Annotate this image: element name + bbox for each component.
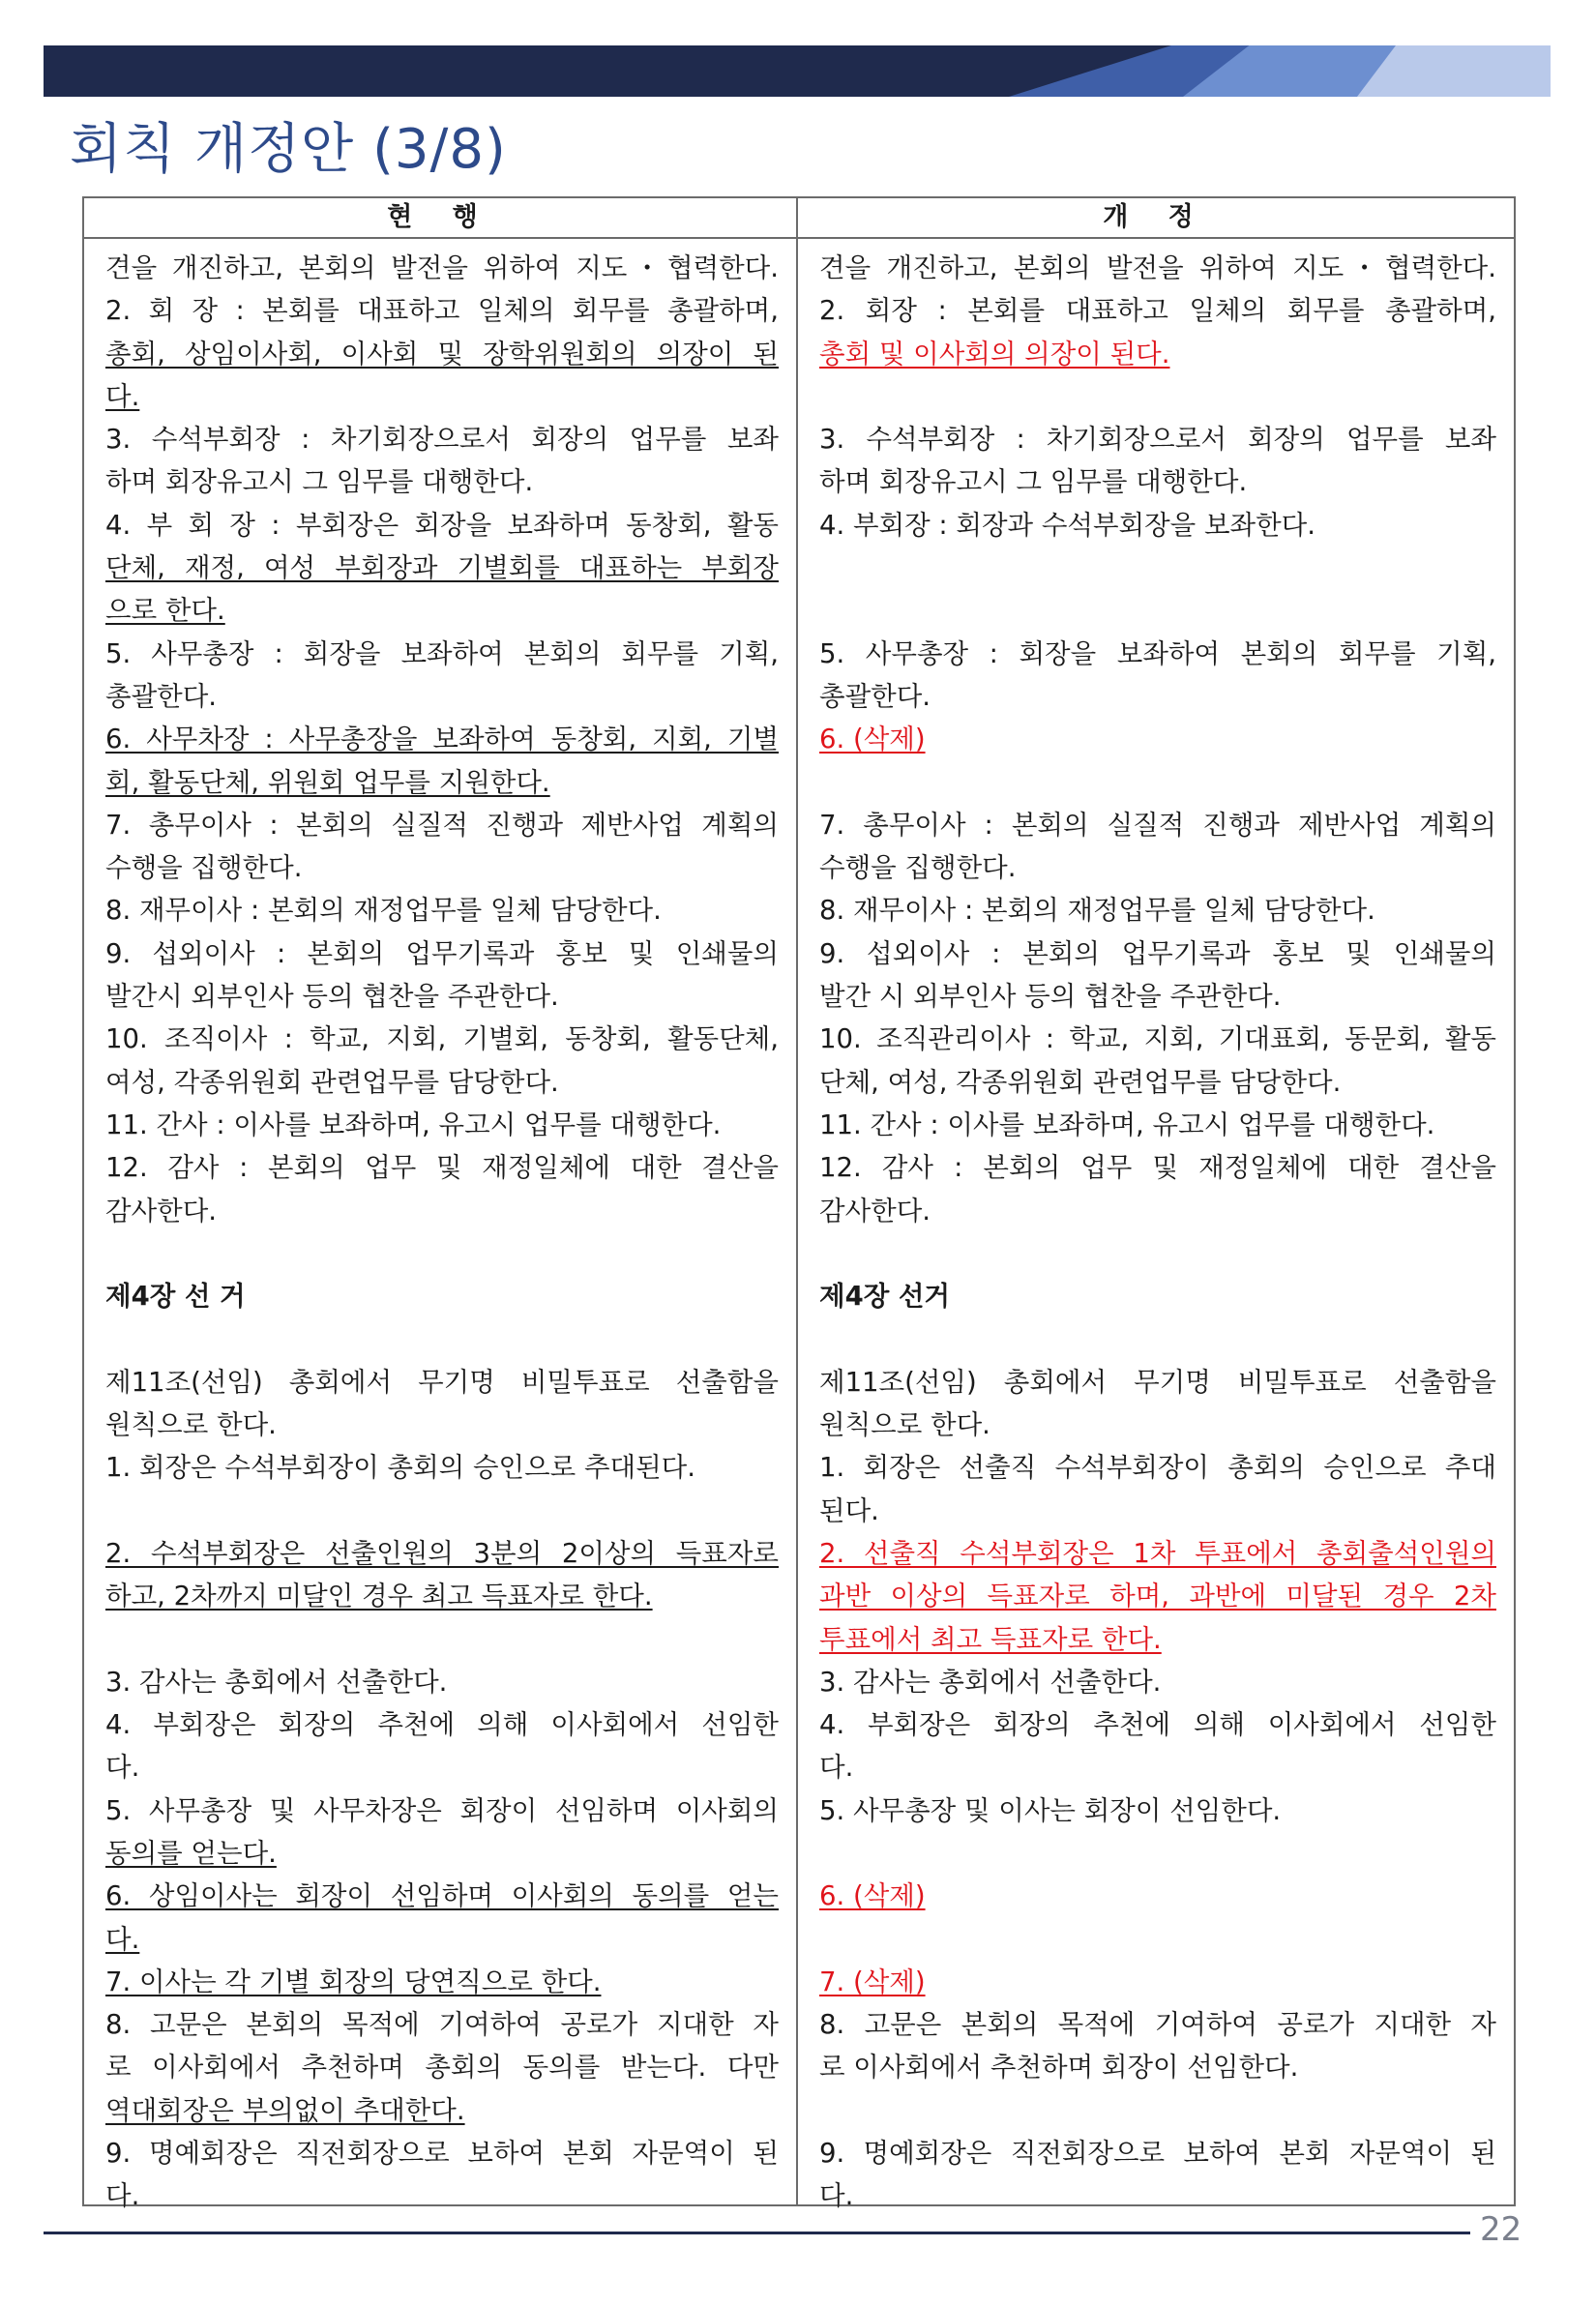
revised-text-line: 단체, 여성, 각종위원회 관련업무를 담당한다. <box>819 1066 1342 1098</box>
revised-text-line: 다. <box>819 1752 854 1784</box>
current-text-line: 3. 수석부회장 : 차기회장으로서 회장의 업무를 보좌 <box>105 424 779 456</box>
current-text-line: 4. 부회장은 회장의 추천에 의해 이사회에서 선임한 <box>105 1709 779 1741</box>
current-text-line <box>105 1232 779 1275</box>
revised-text-line: 2. 선출직 수석부회장은 1차 투표에서 총회출석인원의 <box>819 1537 1496 1569</box>
current-text-line: 다. <box>105 1923 140 1955</box>
revised-text-line: 7. 총무이사 : 본회의 실질적 진행과 제반사업 계획의 <box>819 809 1496 841</box>
current-text-line: 제11조(선임) 총회에서 무기명 비밀투표로 선출함을 <box>105 1366 779 1398</box>
current-text-line: 6. 상임이사는 회장이 선임하며 이사회의 동의를 얻는 <box>105 1880 779 1912</box>
footer-rule <box>44 2232 1470 2234</box>
current-text-line: 2. 수석부회장은 선출인원의 3분의 2이상의 득표자로 <box>105 1537 779 1569</box>
current-text-line: 12. 감사 : 본회의 업무 및 재정일체에 대한 결산을 <box>105 1152 779 1184</box>
current-text-line: 동의를 얻는다. <box>105 1837 277 1869</box>
current-text-line: 6. 사무차장 : 사무총장을 보좌하여 동창회, 지회, 기별 <box>105 724 779 755</box>
revised-text-line: 2. 회장 : 본회를 대표하고 일체의 회무를 총괄하며, <box>819 295 1496 327</box>
current-text-line: 하고, 2차까지 미달인 경우 최고 득표자로 한다. <box>105 1581 653 1612</box>
current-text-line: 하며 회장유고시 그 임무를 대행한다. <box>105 466 534 498</box>
revised-text-line: 감사한다. <box>819 1195 931 1227</box>
current-text-line: 회, 활동단체, 위원회 업무를 지원한다. <box>105 766 550 798</box>
revised-text-line <box>819 375 1496 418</box>
revised-text-line <box>819 1317 1496 1360</box>
current-text-line: 발간시 외부인사 등의 협찬을 주관한다. <box>105 981 559 1013</box>
comparison-table <box>82 196 1516 2212</box>
revised-text-line <box>819 547 1496 589</box>
revised-column-body <box>798 239 1514 2218</box>
revised-text-line: 수행을 집행한다. <box>819 852 1017 884</box>
current-column-body <box>84 239 796 2218</box>
current-text-line: 2. 회 장 : 본회를 대표하고 일체의 회무를 총괄하며, <box>105 295 779 327</box>
revised-text-line: 11. 간사 : 이사를 보좌하며, 유고시 업무를 대행한다. <box>819 1109 1435 1140</box>
current-text-line: 4. 부 회 장 : 부회장은 회장을 보좌하며 동창회, 활동 <box>105 509 779 541</box>
revised-text-line: 8. 고문은 본회의 목적에 기여하여 공로가 지대한 자 <box>819 2009 1496 2041</box>
current-text-line: 감사한다. <box>105 1195 218 1227</box>
revised-text-line: 제4장 선거 <box>819 1281 950 1313</box>
page-title: 회칙 개정안 (3/8) <box>70 118 507 181</box>
revised-text-line: 12. 감사 : 본회의 업무 및 재정일체에 대한 결산을 <box>819 1152 1496 1184</box>
current-column <box>84 198 798 2212</box>
revised-text-line: 제11조(선임) 총회에서 무기명 비밀투표로 선출함을 <box>819 1366 1496 1398</box>
current-text-line: 10. 조직이사 : 학교, 지회, 기별회, 동창회, 활동단체, <box>105 1023 779 1055</box>
revised-text-line: 3. 감사는 총회에서 선출한다. <box>819 1666 1162 1698</box>
revised-text-line: 9. 섭외이사 : 본회의 업무기록과 홍보 및 인쇄물의 <box>819 937 1496 969</box>
current-text-line: 3. 감사는 총회에서 선출한다. <box>105 1666 448 1698</box>
revised-text-line <box>819 1832 1496 1875</box>
revised-text-line <box>819 2089 1496 2132</box>
current-text-line: 총괄한다. <box>105 680 218 712</box>
current-text-line: 8. 고문은 본회의 목적에 기여하여 공로가 지대한 자 <box>105 2009 779 2041</box>
revised-text-line: 6. (삭제) <box>819 724 926 755</box>
revised-text-line: 4. 부회장 : 회장과 수석부회장을 보좌한다. <box>819 509 1315 541</box>
revised-text-line: 10. 조직관리이사 : 학교, 지회, 기대표회, 동문회, 활동 <box>819 1023 1496 1055</box>
revised-text-line: 4. 부회장은 회장의 추천에 의해 이사회에서 선임한 <box>819 1709 1496 1741</box>
current-text-line: 1. 회장은 수석부회장이 총회의 승인으로 추대된다. <box>105 1452 695 1484</box>
revised-text-line: 원칙으로 한다. <box>819 1409 990 1441</box>
current-text-line: 5. 사무총장 : 회장을 보좌하여 본회의 회무를 기획, <box>105 637 779 669</box>
revised-text-line: 총회 및 이사회의 의장이 된다. <box>819 338 1170 370</box>
revised-text-line: 다. <box>819 2180 854 2212</box>
revised-text-line: 된다. <box>819 1494 879 1526</box>
current-text-line: 수행을 집행한다. <box>105 852 303 884</box>
current-text-line: 원칙으로 한다. <box>105 1409 277 1441</box>
revised-text-line: 5. 사무총장 : 회장을 보좌하여 본회의 회무를 기획, <box>819 637 1496 669</box>
current-text-line: 7. 총무이사 : 본회의 실질적 진행과 제반사업 계획의 <box>105 809 779 841</box>
current-text-line: 8. 재무이사 : 본회의 재정업무를 일체 담당한다. <box>105 895 662 927</box>
revised-text-line: 과반 이상의 득표자로 하며, 과반에 미달된 경우 2차 <box>819 1581 1496 1612</box>
current-text-line: 다. <box>105 1752 140 1784</box>
page-number: 22 <box>1480 2210 1522 2249</box>
revised-text-line: 3. 수석부회장 : 차기회장으로서 회장의 업무를 보좌 <box>819 424 1496 456</box>
current-text-line <box>105 1490 779 1532</box>
revised-text-line: 1. 회장은 선출직 수석부회장이 총회의 승인으로 추대 <box>819 1452 1496 1484</box>
current-text-line: 총회, 상임이사회, 이사회 및 장학위원회의 의장이 된 <box>105 338 779 370</box>
current-text-line: 다. <box>105 2180 140 2212</box>
current-text-line: 제4장 선 거 <box>105 1281 246 1313</box>
current-text-line: 으로 한다. <box>105 595 225 627</box>
current-text-line <box>105 1317 779 1360</box>
revised-text-line: 발간 시 외부인사 등의 협찬을 주관한다. <box>819 981 1282 1013</box>
revised-text-line: 로 이사회에서 추천하며 회장이 선임한다. <box>819 2052 1299 2084</box>
current-text-line: 다. <box>105 380 140 412</box>
revised-text-line: 6. (삭제) <box>819 1880 926 1912</box>
current-text-line <box>105 1618 779 1661</box>
revised-text-line: 8. 재무이사 : 본회의 재정업무를 일체 담당한다. <box>819 895 1375 927</box>
current-text-line: 로 이사회에서 추천하며 총회의 동의를 받는다. 다만 <box>105 2052 779 2084</box>
revised-text-line: 투표에서 최고 득표자로 한다. <box>819 1623 1162 1655</box>
revised-column-header: 개 정 <box>798 198 1514 239</box>
revised-text-line: 7. (삭제) <box>819 1966 926 1997</box>
revised-text-line <box>819 1232 1496 1275</box>
header-banner <box>44 45 1551 97</box>
current-text-line: 역대회장은 부의없이 추대한다. <box>105 2094 465 2126</box>
current-column-header: 현 행 <box>84 198 796 239</box>
revised-column <box>798 198 1514 2212</box>
revised-text-line: 하며 회장유고시 그 임무를 대행한다. <box>819 466 1248 498</box>
current-text-line: 9. 명예회장은 직전회장으로 보하여 본회 자문역이 된 <box>105 2138 779 2170</box>
current-text-line: 9. 섭외이사 : 본회의 업무기록과 홍보 및 인쇄물의 <box>105 937 779 969</box>
revised-text-line: 총괄한다. <box>819 680 931 712</box>
revised-text-line: 견을 개진하고, 본회의 발전을 위하여 지도・협력한다. <box>819 252 1496 283</box>
current-text-line: 여성, 각종위원회 관련업무를 담당한다. <box>105 1066 559 1098</box>
current-text-line: 견을 개진하고, 본회의 발전을 위하여 지도・협력한다. <box>105 252 779 283</box>
revised-text-line <box>819 761 1496 804</box>
current-text-line: 7. 이사는 각 기별 회장의 당연직으로 한다. <box>105 1966 602 1997</box>
revised-text-line <box>819 589 1496 632</box>
revised-text-line: 5. 사무총장 및 이사는 회장이 선임한다. <box>819 1794 1282 1826</box>
current-text-line: 5. 사무총장 및 사무차장은 회장이 선임하며 이사회의 <box>105 1794 779 1826</box>
revised-text-line <box>819 1918 1496 1961</box>
revised-text-line: 9. 명예회장은 직전회장으로 보하여 본회 자문역이 된 <box>819 2138 1496 2170</box>
current-text-line: 11. 간사 : 이사를 보좌하며, 유고시 업무를 대행한다. <box>105 1109 722 1140</box>
current-text-line: 단체, 재정, 여성 부회장과 기별회를 대표하는 부회장 <box>105 552 779 584</box>
